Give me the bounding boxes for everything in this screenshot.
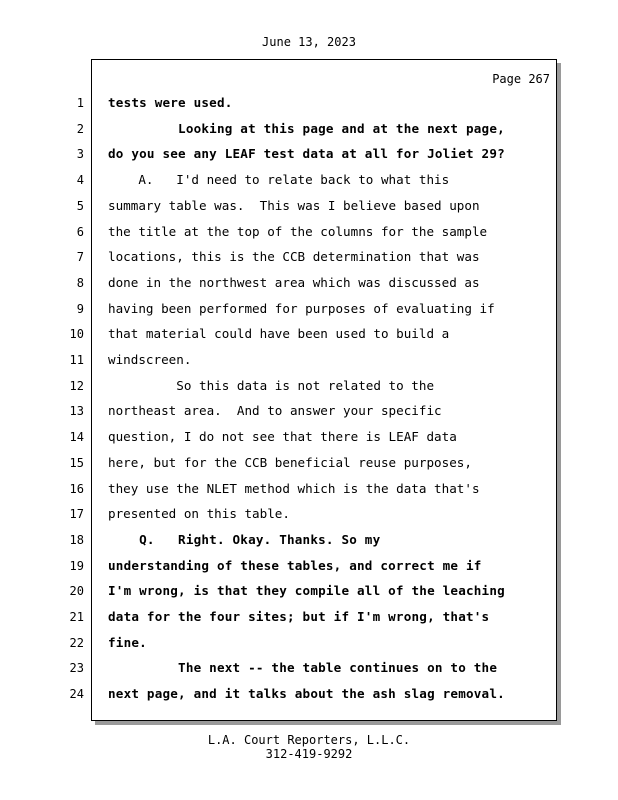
line-number: 20 — [69, 584, 84, 599]
footer-phone: 312-419-9292 — [265, 747, 353, 761]
line-number: 15 — [69, 455, 84, 470]
line-text: The next -- the table continues on to the — [108, 660, 498, 676]
line-number: 14 — [69, 430, 84, 445]
line-number: 2 — [76, 121, 84, 136]
line-number: 4 — [76, 173, 84, 188]
line-number: 10 — [69, 327, 84, 342]
line-text: data for the four sites; but if I'm wrong, that's — [108, 609, 490, 624]
line-number: 23 — [69, 661, 84, 676]
line-text: do you see any LEAF test data at all for Joliet 29? — [108, 146, 505, 162]
footer-company: L.A. Court Reporters, L.L.C. — [207, 733, 411, 747]
line-text: they use the NLET method which is the data that's — [108, 480, 480, 496]
line-text: tests were used. — [108, 95, 233, 110]
line-number: 12 — [69, 378, 84, 393]
line-number: 17 — [69, 507, 84, 522]
line-number: 18 — [69, 532, 84, 547]
line-number: 21 — [69, 610, 84, 624]
line-number: 19 — [69, 558, 84, 573]
line-text: understanding of these tables, and correct me if — [108, 557, 482, 573]
line-number: 7 — [76, 250, 84, 265]
line-text: I'm wrong, is that they compile all of the leaching — [108, 583, 505, 599]
line-text: summary table was. This was I believe based upon — [108, 197, 480, 213]
line-number: 16 — [69, 481, 84, 496]
line-number: 5 — [76, 198, 84, 213]
page-number: Page 267 — [492, 72, 550, 86]
line-number: 9 — [76, 301, 84, 316]
line-text: Q. Right. Okay. Thanks. So my — [108, 531, 381, 547]
line-number: 11 — [69, 353, 84, 367]
line-text: here, but for the CCB beneficial reuse purposes, — [108, 454, 472, 470]
line-text: having been performed for purposes of evaluating if — [108, 300, 495, 316]
line-number: 13 — [69, 404, 84, 419]
line-text: question, I do not see that there is LEAF data — [108, 429, 457, 445]
line-text: windscreen. — [108, 352, 192, 367]
line-text: locations, this is the CCB determination that was — [108, 249, 480, 265]
line-number: 22 — [69, 635, 84, 650]
line-number: 24 — [69, 687, 84, 702]
line-number: 1 — [76, 96, 84, 110]
line-number: 8 — [76, 275, 84, 290]
line-number: 6 — [76, 224, 84, 239]
line-text: northeast area. And to answer your specific — [108, 403, 442, 419]
line-text: the title at the top of the columns for the sample — [108, 223, 488, 239]
line-text: done in the northwest area which was discussed as — [108, 274, 480, 290]
date-header: June 13, 2023 — [262, 35, 356, 49]
line-text: presented on this table. — [108, 506, 290, 522]
line-number: 3 — [76, 147, 84, 162]
line-text: that material could have been used to build a — [108, 326, 450, 342]
line-text: A. I'd need to relate back to what this — [108, 172, 450, 188]
line-text: next page, and it talks about the ash slag removal. — [108, 686, 505, 702]
line-text: So this data is not related to the — [108, 377, 435, 393]
line-text: fine. — [108, 634, 147, 650]
line-text: Looking at this page and at the next page, — [108, 120, 505, 136]
